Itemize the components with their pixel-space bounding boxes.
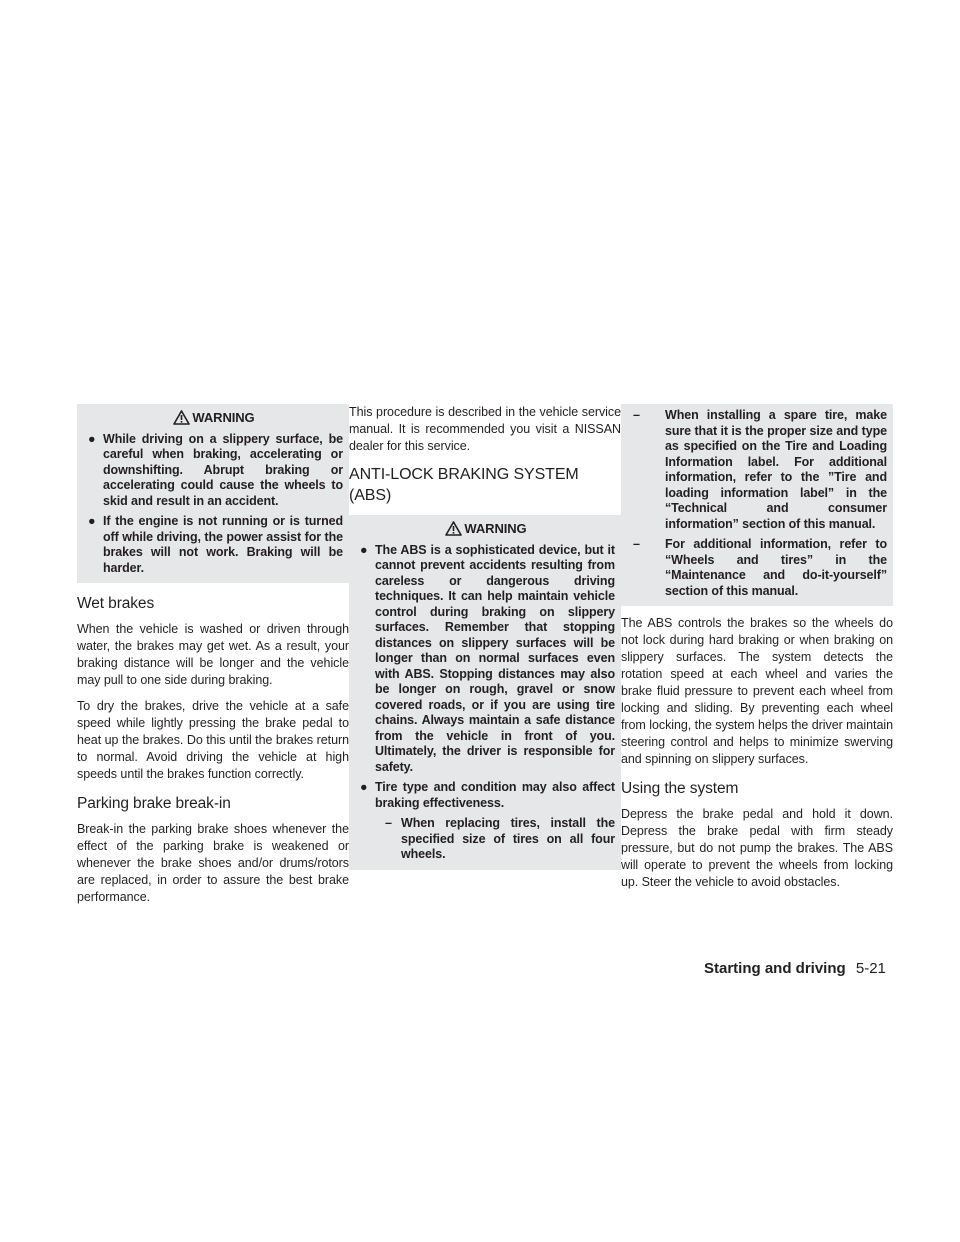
warning-subitem: – For additional information, refer to “Wheels and tires” in the “Maintenance and do-it-yourself” section of this manual. <box>633 537 887 598</box>
paragraph: Break-in the parking brake shoes whenever the effect of the parking brake is weakened or whenever the brake shoes and/or drums/rotors are replaced, in order to assure the best brake performance. <box>77 822 349 904</box>
paragraph: When the vehicle is washed or driven through water, the brakes may get wet. As a result, your braking distance will be longer and the vehicle may pull to one side during braking. <box>77 622 349 687</box>
heading-parking-brake: Parking brake break-in <box>77 795 231 812</box>
warning-item: ● The ABS is a sophisticated device, but it cannot prevent accidents resulting from careless or dangerous driving techniques. It can help maintain vehicle control during braking on slippery surfaces. Remember that stopping distances on slippery surfaces will be longer than on normal surfaces even with ABS. Stopping distances may also be longer on rough, gravel or snow covered roads, or if you are using tire chains. Always maintain a safe distance from the vehicle in front of you. Ultimately, the driver is responsible for safety. <box>360 542 615 774</box>
page-footer <box>704 960 886 977</box>
warning-triangle-icon <box>173 410 190 425</box>
warning-item: ● While driving on a slippery surface, be careful when braking, accelerating or downshifting. Abrupt braking or accelerating could cause the wheels to skid and result in an accident. <box>88 431 343 508</box>
paragraph: Depress the brake pedal and hold it down. Depress the brake pedal with firm steady pressure, but do not pump the brakes. The ABS will operate to prevent the wheels from locking up. Steer the vehicle to avoid obstacles. <box>621 807 893 889</box>
dash-icon: – <box>633 408 640 422</box>
footer-section-title: Starting and driving <box>704 960 846 977</box>
paragraph: The ABS controls the brakes so the wheels do not lock during hard braking or when braking on slippery surfaces. The system detects the rotation speed at each wheel and varies the brake fluid pressure to prevent each wheel from locking and sliding. By preventing each wheel from locking, the system helps the driver maintain steering control and helps to minimize swerving and spinning on slippery surfaces. <box>621 616 893 766</box>
bullet-icon: ● <box>360 542 368 557</box>
bullet-icon: ● <box>88 514 96 528</box>
page-number: 5-21 <box>855 960 886 977</box>
warning-box-1 <box>77 404 349 583</box>
paragraph: This procedure is described in the vehicle service manual. It is recommended you visit a NISSAN dealer for this service. <box>349 405 621 453</box>
paragraph: To dry the brakes, drive the vehicle at a safe speed while lightly pressing the brake pedal to heat up the brakes. Do this until the brakes return to normal. Avoid driving the vehicle at high speeds until the brakes function correctly. <box>77 699 349 781</box>
warning-subitem: – When installing a spare tire, make sure that it is the proper size and type as specified on the Tire and Loading Information label. For additional information, refer to the ”Tire and loading information label” in the “Technical and consumer information” section of this manual. <box>633 408 887 531</box>
warning-title: WARNING <box>357 521 615 537</box>
warning-triangle-icon <box>445 521 462 536</box>
dash-icon: – <box>633 537 640 551</box>
warning-item: ● Tire type and condition may also affect braking effectiveness. – When replacing tires, install the specified size of tires on all four wheels. <box>360 780 615 861</box>
column-2 <box>349 404 621 870</box>
heading-using-system: Using the system <box>621 780 739 797</box>
warning-subitem: – When replacing tires, install the specified size of tires on all four wheels. <box>385 816 615 861</box>
column-1 <box>77 404 349 915</box>
bullet-icon: ● <box>360 780 368 794</box>
warning-box-continued <box>621 404 893 606</box>
warning-item: ● If the engine is not running or is turned off while driving, the power assist for the brakes will not work. Braking will be harder. <box>88 514 343 575</box>
column-3 <box>621 404 893 900</box>
heading-wet-brakes: Wet brakes <box>77 595 155 612</box>
heading-abs: ANTI-LOCK BRAKING SYSTEM (ABS) <box>349 466 579 504</box>
warning-box-2 <box>349 515 621 870</box>
dash-icon: – <box>385 816 392 830</box>
bullet-icon: ● <box>88 431 96 446</box>
warning-title: WARNING <box>85 410 343 426</box>
